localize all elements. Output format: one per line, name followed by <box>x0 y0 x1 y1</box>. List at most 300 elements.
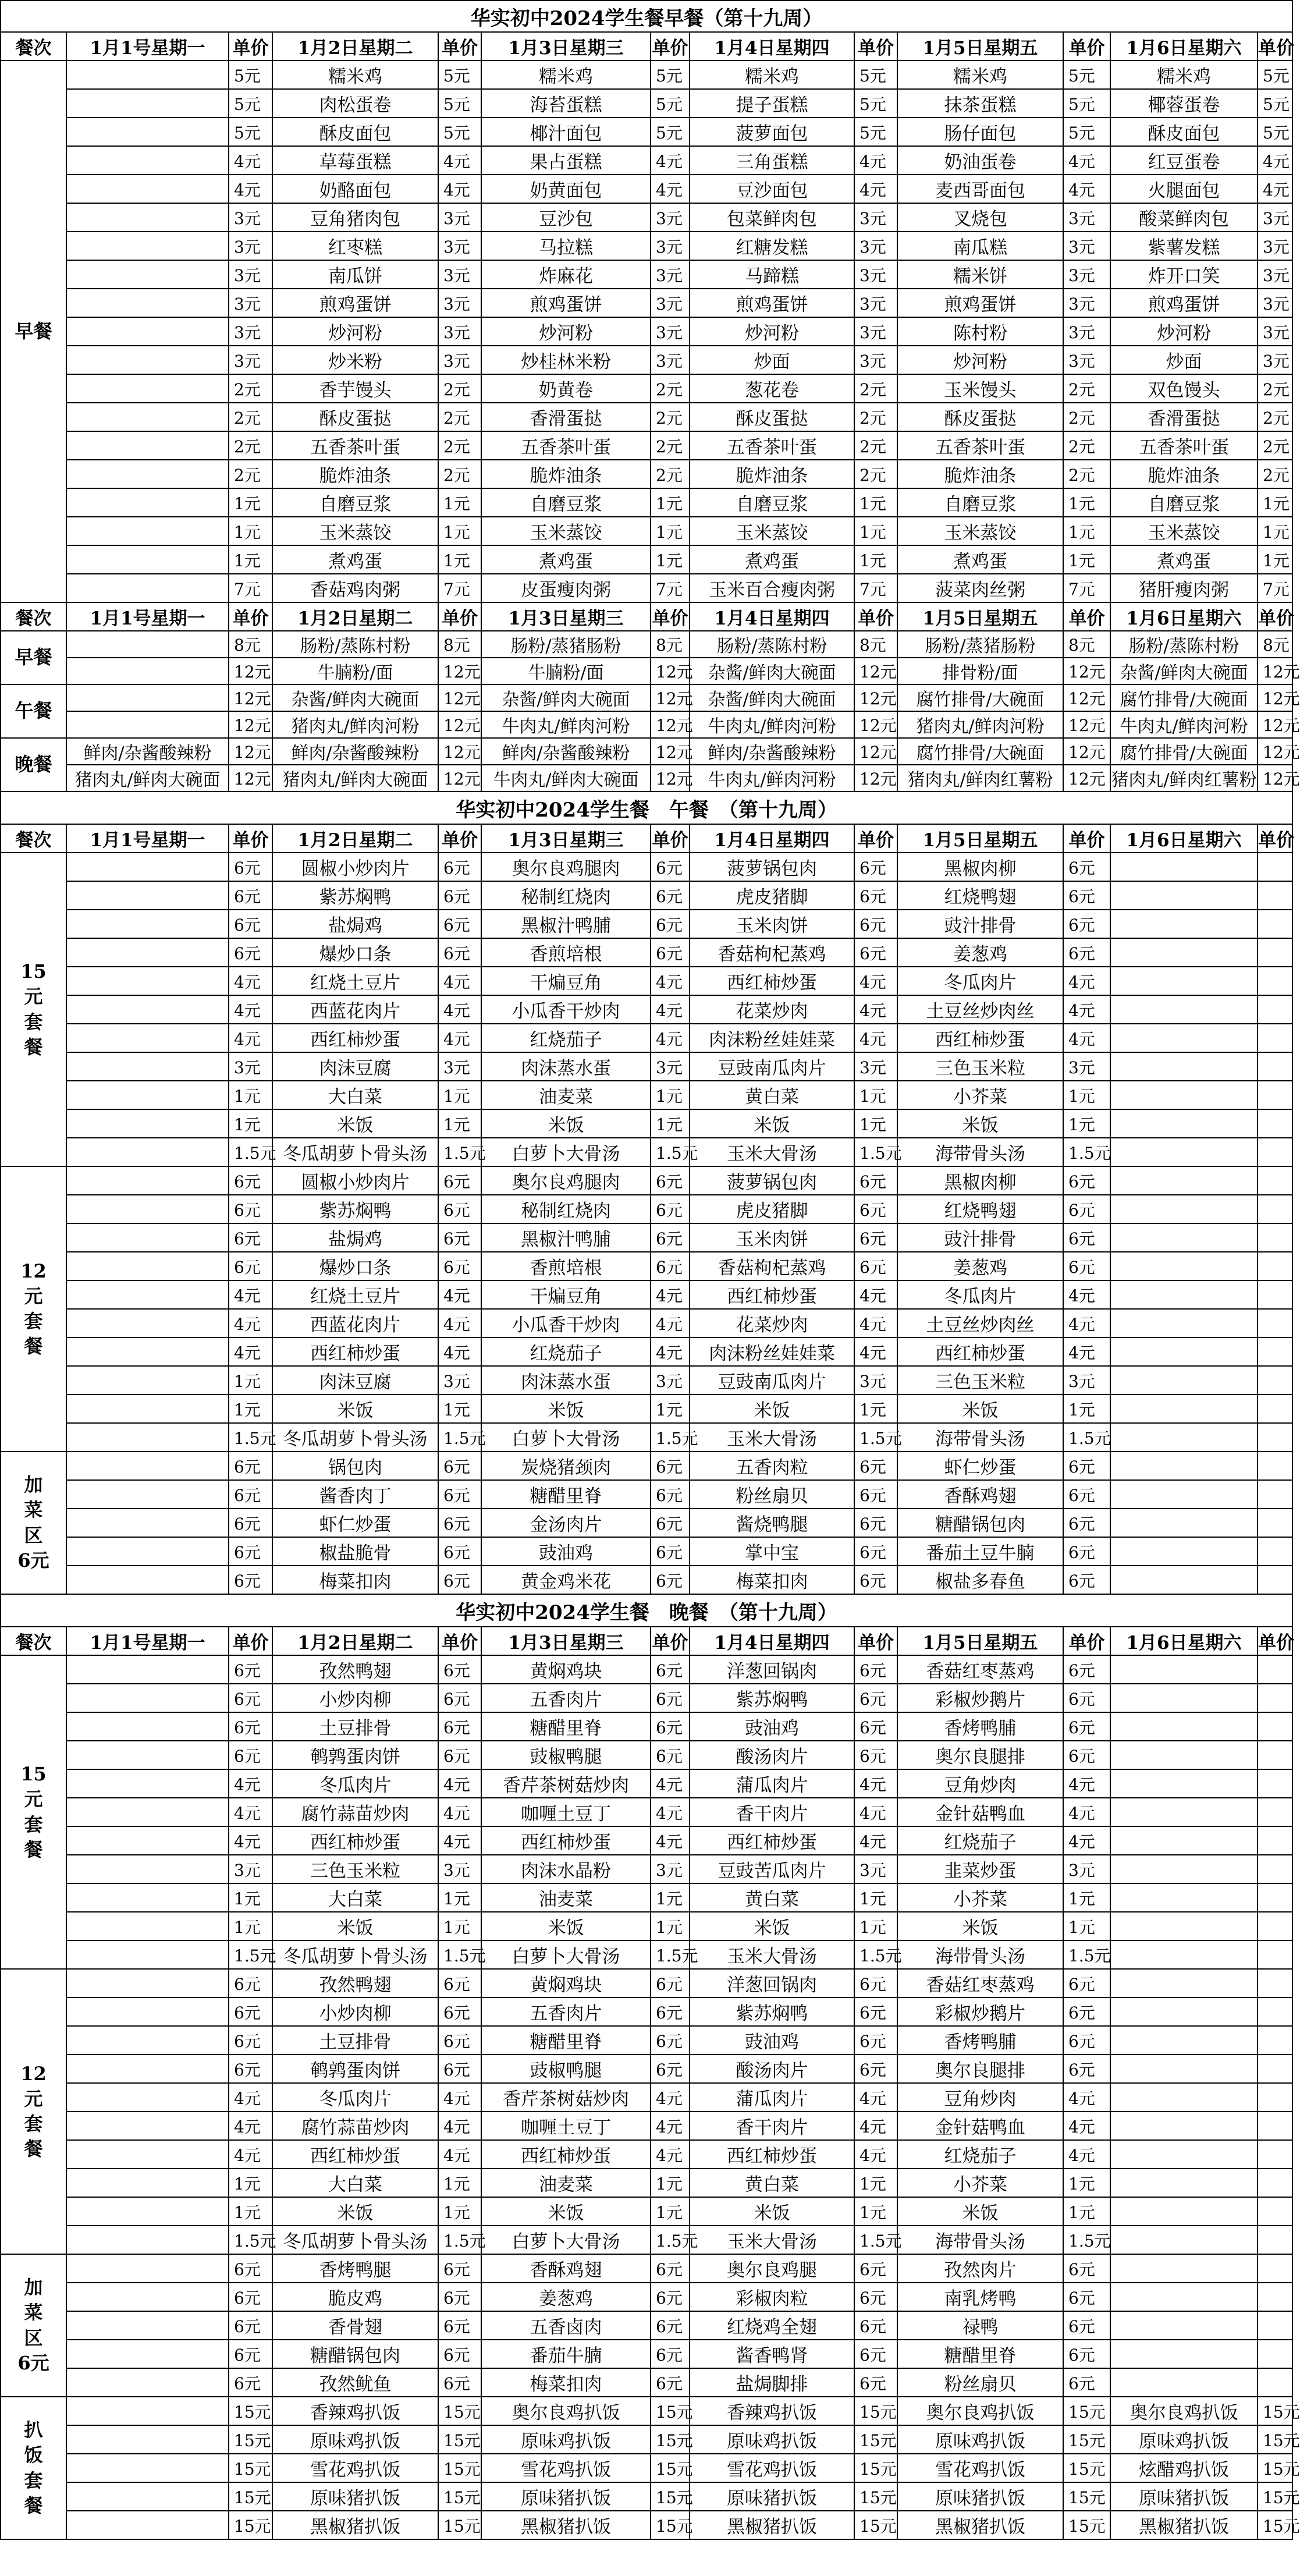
item-price: 3元 <box>438 203 481 232</box>
dish-name: 脆炸油条 <box>690 460 854 488</box>
item-price: 1.5元 <box>854 1138 897 1166</box>
dish-name: 紫苏焖鸭 <box>690 1997 854 2026</box>
item-price: 4元 <box>438 1280 481 1309</box>
monday-item <box>66 1480 229 1509</box>
meal-period-label-part: 餐 <box>24 1838 43 1861</box>
dish-name <box>1110 2368 1258 2397</box>
price-column-header: 单价 <box>1063 602 1110 631</box>
dish-name: 炒河粉 <box>690 317 854 346</box>
dish-name: 酸汤肉片 <box>690 1741 854 1769</box>
item-price: 3元 <box>651 1855 690 1883</box>
item-price: 6元 <box>651 1741 690 1769</box>
menu-row <box>1 2169 1292 2197</box>
day-column-header: 1月4日星期四 <box>690 602 854 631</box>
dish-name: 南乳烤鸭 <box>897 2283 1063 2311</box>
item-price <box>1258 938 1292 967</box>
dish-name: 脆炸油条 <box>1110 460 1258 488</box>
meal-period-label-part: 套 <box>24 2469 43 2492</box>
menu-row <box>1 1826 1292 1855</box>
menu-row <box>1 460 1292 488</box>
item-price: 1元 <box>229 1109 272 1138</box>
item-price: 6元 <box>438 910 481 938</box>
day-column-header: 1月2日星期二 <box>272 32 438 61</box>
item-price: 15元 <box>229 2454 272 2482</box>
dish-name: 黄白菜 <box>690 2169 854 2197</box>
item-price: 6元 <box>651 1655 690 1684</box>
menu-row <box>1 1395 1292 1423</box>
dish-name: 白萝卜大骨汤 <box>481 1423 651 1452</box>
item-price: 4元 <box>438 2112 481 2140</box>
item-price: 4元 <box>1063 1826 1110 1855</box>
dish-name: 禄鸭 <box>897 2311 1063 2340</box>
dish-name: 炸开口笑 <box>1110 260 1258 289</box>
dish-name: 冬瓜肉片 <box>897 1280 1063 1309</box>
dish-name: 香菇红枣蒸鸡 <box>897 1969 1063 1997</box>
item-price <box>1258 1769 1292 1798</box>
item-price <box>1258 1337 1292 1366</box>
dish-name: 椒盐多春鱼 <box>897 1566 1063 1594</box>
item-price: 3元 <box>438 346 481 374</box>
dish-name: 洋葱回锅肉 <box>690 1969 854 1997</box>
item-price: 1.5元 <box>1063 2226 1110 2254</box>
lunch-title <box>1 792 1292 824</box>
item-price: 3元 <box>229 260 272 289</box>
item-price <box>1258 2226 1292 2254</box>
menu-row <box>1 967 1292 995</box>
menu-row <box>1 1195 1292 1223</box>
dish-name: 米饭 <box>690 1912 854 1940</box>
dish-name: 香芋馒头 <box>272 374 438 403</box>
item-price: 4元 <box>438 2083 481 2112</box>
item-price: 1元 <box>438 1395 481 1423</box>
price-column-header: 单价 <box>854 602 897 631</box>
dish-name: 紫苏焖鸭 <box>272 1195 438 1223</box>
item-price: 6元 <box>438 2026 481 2055</box>
menu-row <box>1 2311 1292 2340</box>
item-price: 12元 <box>854 765 897 792</box>
dish-name: 五香茶叶蛋 <box>272 431 438 460</box>
item-price <box>1258 1566 1292 1594</box>
menu-row <box>1 2283 1292 2311</box>
dish-name: 原味猪扒饭 <box>690 2482 854 2511</box>
header-row <box>1 1627 1292 1655</box>
item-price: 12元 <box>1063 738 1110 765</box>
item-price: 1.5元 <box>651 1138 690 1166</box>
meal-period-label-part: 餐 <box>24 1035 43 1058</box>
dish-name: 自磨豆浆 <box>897 488 1063 517</box>
item-price: 4元 <box>854 995 897 1024</box>
item-price: 12元 <box>229 738 272 765</box>
item-price: 4元 <box>651 1280 690 1309</box>
dish-name: 炫醋鸡扒饭 <box>1110 2454 1258 2482</box>
dish-name: 黄焖鸡块 <box>481 1655 651 1684</box>
menu-row <box>1 2226 1292 2254</box>
dish-name: 孜然鸭翅 <box>272 1655 438 1684</box>
item-price: 1元 <box>438 2197 481 2226</box>
item-price: 3元 <box>854 1366 897 1395</box>
dish-name: 冬瓜胡萝卜骨头汤 <box>272 1940 438 1969</box>
item-price: 6元 <box>438 881 481 910</box>
item-price <box>1258 2368 1292 2397</box>
dish-name: 黑椒猪扒饭 <box>690 2511 854 2539</box>
menu-row <box>1 1509 1292 1537</box>
item-price: 12元 <box>438 658 481 684</box>
meal-period-label-part: 元 <box>24 2087 43 2110</box>
dish-name: 小芥菜 <box>897 1883 1063 1912</box>
item-price <box>1258 1223 1292 1252</box>
item-price <box>1258 1509 1292 1537</box>
item-price: 4元 <box>229 1826 272 1855</box>
item-price: 4元 <box>854 1769 897 1798</box>
item-price: 15元 <box>1258 2511 1292 2539</box>
dish-name: 原味鸡扒饭 <box>690 2425 854 2454</box>
menu-row <box>1 203 1292 232</box>
item-price: 15元 <box>854 2482 897 2511</box>
monday-item <box>66 1769 229 1798</box>
dish-name: 米饭 <box>272 1912 438 1940</box>
item-price: 1元 <box>1063 2169 1110 2197</box>
item-price: 6元 <box>1063 938 1110 967</box>
dish-name: 南瓜糕 <box>897 232 1063 260</box>
dish-name: 奥尔良腿排 <box>897 1741 1063 1769</box>
dish-name: 玉米蒸饺 <box>481 517 651 545</box>
item-price <box>1258 1280 1292 1309</box>
item-price: 4元 <box>1063 1024 1110 1052</box>
dish-name: 米饭 <box>272 1395 438 1423</box>
monday-item <box>66 967 229 995</box>
item-price: 12元 <box>651 684 690 711</box>
item-price: 3元 <box>1063 203 1110 232</box>
dish-name <box>1110 1280 1258 1309</box>
dish-name <box>1110 1997 1258 2026</box>
dish-name: 香骨翅 <box>272 2311 438 2340</box>
item-price: 1元 <box>1063 545 1110 574</box>
item-price: 4元 <box>229 1769 272 1798</box>
item-price: 6元 <box>438 2340 481 2368</box>
dish-name: 自磨豆浆 <box>1110 488 1258 517</box>
monday-item <box>66 1940 229 1969</box>
item-price: 6元 <box>854 2026 897 2055</box>
dish-name: 西蓝花肉片 <box>272 1309 438 1337</box>
dish-name: 圆椒小炒肉片 <box>272 1166 438 1195</box>
item-price <box>1258 1309 1292 1337</box>
dish-name: 鲜肉/杂酱酸辣粉 <box>272 738 438 765</box>
dish-name: 炸麻花 <box>481 260 651 289</box>
dish-name <box>1110 1223 1258 1252</box>
dish-name: 抹茶蛋糕 <box>897 89 1063 118</box>
monday-item <box>66 2397 229 2425</box>
dish-name: 糖醋锅包肉 <box>897 1509 1063 1537</box>
dish-name: 猪肉丸/鲜肉红薯粉 <box>1110 765 1258 792</box>
item-price <box>1258 1826 1292 1855</box>
item-price: 3元 <box>651 346 690 374</box>
item-price: 4元 <box>1063 1309 1110 1337</box>
dish-name: 紫薯发糕 <box>1110 232 1258 260</box>
dish-name: 小瓜香干炒肉 <box>481 1309 651 1337</box>
item-price: 7元 <box>651 574 690 602</box>
dish-name: 煎鸡蛋饼 <box>897 289 1063 317</box>
item-price: 3元 <box>438 289 481 317</box>
item-price: 6元 <box>854 1655 897 1684</box>
header-row <box>1 32 1292 61</box>
dish-name: 炒河粉 <box>272 317 438 346</box>
lunch-title: 华实初中2024学生餐 午餐 （第十九周） <box>1 792 1292 824</box>
dish-name: 酥皮面包 <box>272 118 438 146</box>
item-price: 1元 <box>1063 1081 1110 1109</box>
dish-name: 豆角炒肉 <box>897 2083 1063 2112</box>
dish-name: 椰汁面包 <box>481 118 651 146</box>
menu-row <box>1 545 1292 574</box>
item-price: 3元 <box>1063 317 1110 346</box>
dish-name: 糯米鸡 <box>1110 61 1258 89</box>
monday-item <box>66 1883 229 1912</box>
dish-name: 雪花鸡扒饭 <box>897 2454 1063 2482</box>
item-price: 6元 <box>438 1566 481 1594</box>
price-column-header: 单价 <box>854 824 897 853</box>
monday-item <box>66 1997 229 2026</box>
item-price: 12元 <box>651 658 690 684</box>
item-price: 2元 <box>438 374 481 403</box>
item-price: 5元 <box>229 118 272 146</box>
dish-name: 豆沙面包 <box>690 175 854 203</box>
item-price: 4元 <box>1063 2140 1110 2169</box>
dish-name: 玉米百合瘦肉粥 <box>690 574 854 602</box>
item-price: 6元 <box>651 1252 690 1280</box>
dish-name <box>1110 1024 1258 1052</box>
dish-name: 五香茶叶蛋 <box>897 431 1063 460</box>
dish-name: 酥皮面包 <box>1110 118 1258 146</box>
item-price <box>1258 1109 1292 1138</box>
item-price: 5元 <box>651 89 690 118</box>
menu-row <box>1 346 1292 374</box>
dish-name: 紫苏焖鸭 <box>690 1684 854 1712</box>
item-price: 1元 <box>1063 1883 1110 1912</box>
dish-name: 西红柿炒蛋 <box>690 2140 854 2169</box>
dish-name: 肉沫蒸水蛋 <box>481 1366 651 1395</box>
item-price: 12元 <box>229 658 272 684</box>
item-price: 1元 <box>1258 488 1292 517</box>
dish-name: 圆椒小炒肉片 <box>272 853 438 881</box>
item-price: 2元 <box>229 374 272 403</box>
item-price: 4元 <box>651 1337 690 1366</box>
item-price: 15元 <box>854 2425 897 2454</box>
dish-name: 干煸豆角 <box>481 1280 651 1309</box>
item-price: 4元 <box>651 1798 690 1826</box>
dish-name: 雪花鸡扒饭 <box>690 2454 854 2482</box>
dish-name: 小炒肉柳 <box>272 1997 438 2026</box>
dish-name: 三色玉米粒 <box>897 1366 1063 1395</box>
item-price: 4元 <box>229 995 272 1024</box>
monday-item <box>66 711 229 738</box>
dish-name: 西红柿炒蛋 <box>690 1280 854 1309</box>
item-price: 1.5元 <box>229 1138 272 1166</box>
item-price <box>1258 2112 1292 2140</box>
meal-period-label-part: 元 <box>24 1788 43 1811</box>
item-price: 1元 <box>1063 1912 1110 1940</box>
item-price: 3元 <box>229 317 272 346</box>
dish-name: 豉椒鸭腿 <box>481 1741 651 1769</box>
item-price: 3元 <box>854 1855 897 1883</box>
menu-row <box>1 1655 1292 1684</box>
menu-row <box>1 2425 1292 2454</box>
item-price: 5元 <box>229 89 272 118</box>
item-price: 2元 <box>651 403 690 431</box>
item-price: 6元 <box>1063 2254 1110 2283</box>
meal-period-label <box>1 853 66 1166</box>
dish-name: 姜葱鸡 <box>897 1252 1063 1280</box>
dish-name <box>1110 2226 1258 2254</box>
menu-row <box>1 1423 1292 1452</box>
dish-name: 炒河粉 <box>897 346 1063 374</box>
item-price: 6元 <box>651 1480 690 1509</box>
item-price: 6元 <box>229 938 272 967</box>
monday-item: 鲜肉/杂酱酸辣粉 <box>66 738 229 765</box>
item-price: 6元 <box>438 853 481 881</box>
item-price: 3元 <box>651 232 690 260</box>
monday-item <box>66 289 229 317</box>
item-price: 1元 <box>651 517 690 545</box>
dish-name: 双色馒头 <box>1110 374 1258 403</box>
menu-row <box>1 1366 1292 1395</box>
item-price: 4元 <box>1258 146 1292 175</box>
item-price: 3元 <box>1258 260 1292 289</box>
dish-name <box>1110 1883 1258 1912</box>
item-price: 15元 <box>1063 2454 1110 2482</box>
item-price: 15元 <box>651 2425 690 2454</box>
meal-period-label-part: 区 <box>24 1524 43 1546</box>
item-price: 12元 <box>651 765 690 792</box>
item-price: 6元 <box>229 1969 272 1997</box>
item-price: 1元 <box>854 1081 897 1109</box>
dish-name: 菠萝面包 <box>690 118 854 146</box>
item-price: 6元 <box>651 2055 690 2083</box>
dish-name: 番茄牛腩 <box>481 2340 651 2368</box>
dish-name: 白萝卜大骨汤 <box>481 1940 651 1969</box>
item-price: 12元 <box>1063 684 1110 711</box>
item-price: 4元 <box>229 1309 272 1337</box>
dish-name: 香煎培根 <box>481 1252 651 1280</box>
item-price: 3元 <box>438 317 481 346</box>
item-price: 12元 <box>438 711 481 738</box>
day-column-header: 1月6日星期六 <box>1110 602 1258 631</box>
menu-row <box>1 232 1292 260</box>
item-price: 2元 <box>1258 431 1292 460</box>
dish-name: 糖醋里脊 <box>481 2026 651 2055</box>
item-price: 4元 <box>854 1309 897 1337</box>
item-price: 1元 <box>438 1081 481 1109</box>
item-price: 2元 <box>651 460 690 488</box>
dish-name: 杂酱/鲜肉大碗面 <box>272 684 438 711</box>
menu-row <box>1 2340 1292 2368</box>
day-column-header: 1月5日星期五 <box>897 1627 1063 1655</box>
dish-name: 五香肉片 <box>481 1997 651 2026</box>
item-price: 6元 <box>1063 1452 1110 1480</box>
item-price: 3元 <box>854 289 897 317</box>
meal-period-label <box>1 2397 66 2539</box>
item-price: 6元 <box>1063 1741 1110 1769</box>
item-price: 3元 <box>229 289 272 317</box>
item-price: 1元 <box>438 517 481 545</box>
item-price: 6元 <box>1063 1252 1110 1280</box>
item-price: 4元 <box>229 146 272 175</box>
menu-row <box>1 317 1292 346</box>
item-price: 4元 <box>438 175 481 203</box>
dish-name: 原味猪扒饭 <box>897 2482 1063 2511</box>
item-price: 1元 <box>229 1081 272 1109</box>
dish-name <box>1110 1195 1258 1223</box>
item-price: 8元 <box>1258 631 1292 658</box>
monday-item <box>66 545 229 574</box>
dish-name: 豉油鸡 <box>690 1712 854 1741</box>
dish-name: 脆炸油条 <box>272 460 438 488</box>
menu-row <box>1 574 1292 602</box>
menu-row <box>1 1166 1292 1195</box>
price-column-header: 单价 <box>229 824 272 853</box>
menu-row <box>1 2026 1292 2055</box>
item-price: 15元 <box>438 2397 481 2425</box>
dish-name: 牛肉丸/鲜肉河粉 <box>690 765 854 792</box>
menu-row <box>1 1337 1292 1366</box>
dish-name: 姜葱鸡 <box>481 2283 651 2311</box>
item-price <box>1258 2283 1292 2311</box>
item-price: 3元 <box>1063 289 1110 317</box>
monday-item <box>66 1655 229 1684</box>
item-price: 4元 <box>1063 1280 1110 1309</box>
price-column-header: 单价 <box>854 1627 897 1655</box>
item-price <box>1258 1684 1292 1712</box>
menu-row <box>1 1769 1292 1798</box>
dish-name: 香菇枸杞蒸鸡 <box>690 1252 854 1280</box>
meal-period-label-part: 12 <box>20 2062 47 2085</box>
item-price <box>1258 1395 1292 1423</box>
dish-name: 酥皮蛋挞 <box>690 403 854 431</box>
dish-name: 奥尔良鸡扒饭 <box>1110 2397 1258 2425</box>
menu-row <box>1 403 1292 431</box>
item-price: 4元 <box>651 2140 690 2169</box>
item-price: 1.5元 <box>1063 1423 1110 1452</box>
item-price: 4元 <box>1063 146 1110 175</box>
menu-row <box>1 711 1292 738</box>
dish-name: 牛肉丸/鲜肉河粉 <box>481 711 651 738</box>
dish-name: 椰蓉蛋卷 <box>1110 89 1258 118</box>
item-price: 2元 <box>229 403 272 431</box>
day-column-header: 1月1号星期一 <box>66 1627 229 1655</box>
dish-name: 黄焖鸡块 <box>481 1969 651 1997</box>
monday-item <box>66 658 229 684</box>
item-price: 3元 <box>651 1366 690 1395</box>
dish-name <box>1110 2311 1258 2340</box>
dish-name: 米饭 <box>897 1109 1063 1138</box>
dish-name: 玉米蒸饺 <box>272 517 438 545</box>
dish-name: 脆炸油条 <box>897 460 1063 488</box>
item-price <box>1258 2311 1292 2340</box>
item-price: 2元 <box>438 431 481 460</box>
item-price: 6元 <box>438 2368 481 2397</box>
price-column-header: 单价 <box>1258 32 1292 61</box>
item-price: 4元 <box>854 175 897 203</box>
dish-name: 肉松蛋卷 <box>272 89 438 118</box>
dish-name: 奥尔良鸡腿 <box>690 2254 854 2283</box>
dish-name: 米饭 <box>690 2197 854 2226</box>
breakfast-title <box>1 1 1292 32</box>
dish-name: 奥尔良鸡扒饭 <box>481 2397 651 2425</box>
dish-name: 海苔蛋糕 <box>481 89 651 118</box>
item-price: 3元 <box>1063 1855 1110 1883</box>
dish-name <box>1110 1537 1258 1566</box>
dish-name: 糯米鸡 <box>690 61 854 89</box>
monday-item <box>66 1252 229 1280</box>
item-price: 15元 <box>854 2511 897 2539</box>
